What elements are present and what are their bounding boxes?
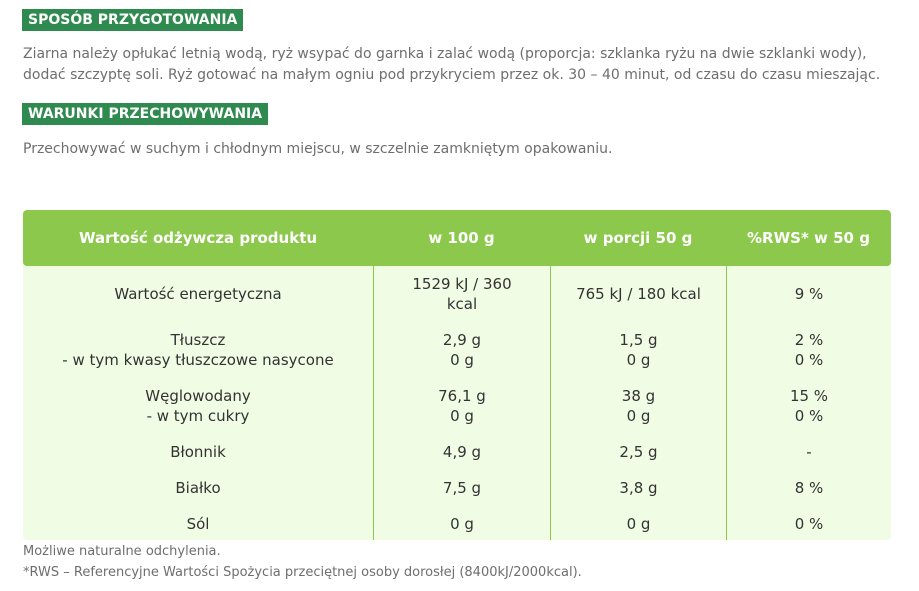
fat-rws: 2 % xyxy=(794,331,824,349)
header-nutrient: Wartość odżywcza produktu xyxy=(78,229,318,247)
header-per-portion: w porcji 50 g xyxy=(583,229,693,247)
preparation-text-line-2: dodać szczyptę soli. Ryż gotować na małym ogniu pod przykryciem przez ok. 30 – 40 minut, od czasu do czasu mieszając. xyxy=(23,67,881,83)
cell-carbs-portion xyxy=(551,386,726,426)
cell-fiber-name: Błonnik xyxy=(170,443,226,461)
cell-fat-per100 xyxy=(374,330,550,370)
cell-salt-rws: 0 % xyxy=(794,515,824,533)
saturated-fat-rws: 0 % xyxy=(794,351,824,369)
cell-protein-rws: 8 % xyxy=(794,479,824,497)
column-per-portion xyxy=(550,266,726,540)
carbs-rws: 15 % xyxy=(789,387,829,405)
column-per-100g xyxy=(373,266,550,540)
cell-energy-portion: 765 kJ / 180 kcal xyxy=(576,285,701,303)
sugars-portion: 0 g xyxy=(626,407,651,425)
saturated-fat-label: - w tym kwasy tłuszczowe nasycone xyxy=(62,351,334,369)
header-per-100g: w 100 g xyxy=(428,229,495,247)
cell-protein-per100: 7,5 g xyxy=(442,479,482,497)
nutrition-table xyxy=(23,210,891,540)
cell-carbs-per100 xyxy=(374,386,550,426)
cell-energy-per100 xyxy=(374,274,550,314)
saturated-fat-per100: 0 g xyxy=(450,351,474,369)
natural-variation-note: Możliwe naturalne odchylenia. xyxy=(23,544,221,559)
storage-heading: WARUNKI PRZECHOWYWANIA xyxy=(22,103,268,125)
sugars-rws: 0 % xyxy=(794,407,824,425)
preparation-heading: SPOSÓB PRZYGOTOWANIA xyxy=(22,9,243,31)
preparation-text-line-1: Ziarna należy opłukać letnią wodą, ryż wsypać do garnka i zalać wodą (proporcja: szklanka ryżu na dwie szklanki wody), xyxy=(23,46,867,62)
cell-carbs-rws xyxy=(727,386,891,426)
saturated-fat-portion: 0 g xyxy=(626,351,651,369)
cell-protein-name: Białko xyxy=(175,479,221,497)
cell-fat-rws xyxy=(727,330,891,370)
fat-label: Tłuszcz xyxy=(170,331,226,349)
cell-fat-name xyxy=(23,330,373,370)
cell-salt-portion: 0 g xyxy=(626,515,651,533)
sugars-per100: 0 g xyxy=(450,407,474,425)
cell-protein-portion: 3,8 g xyxy=(619,479,658,497)
rws-footnote: *RWS – Referencyjne Wartości Spożycia przeciętnej osoby dorosłej (8400kJ/2000kcal). xyxy=(23,565,582,580)
fat-portion: 1,5 g xyxy=(619,331,658,349)
storage-text: Przechowywać w suchym i chłodnym miejscu, w szczelnie zamkniętym opakowaniu. xyxy=(23,141,613,157)
nutrition-table-body xyxy=(23,266,891,540)
cell-fiber-per100: 4,9 g xyxy=(442,443,482,461)
carbs-label: Węglowodany xyxy=(145,387,251,405)
cell-energy-rws: 9 % xyxy=(794,285,824,303)
sugars-label: - w tym cukry xyxy=(146,407,250,425)
cell-fat-portion xyxy=(551,330,726,370)
cell-carbs-name xyxy=(23,386,373,426)
cell-fiber-rws: - xyxy=(806,443,812,461)
cell-energy-name: Wartość energetyczna xyxy=(114,285,282,303)
cell-salt-name: Sól xyxy=(186,515,210,533)
header-rws: %RWS* w 50 g xyxy=(747,229,870,247)
preparation-text xyxy=(23,44,903,86)
energy-per100-line1: 1529 kJ / 360 xyxy=(412,275,512,293)
fat-per100: 2,9 g xyxy=(442,331,482,349)
carbs-per100: 76,1 g xyxy=(438,387,486,405)
energy-per100-line2: kcal xyxy=(446,295,478,313)
nutrition-table-header xyxy=(23,210,891,266)
cell-salt-per100: 0 g xyxy=(450,515,474,533)
column-nutrient xyxy=(23,266,373,540)
cell-fiber-portion: 2,5 g xyxy=(619,443,658,461)
column-rws xyxy=(726,266,891,540)
carbs-portion: 38 g xyxy=(621,387,656,405)
